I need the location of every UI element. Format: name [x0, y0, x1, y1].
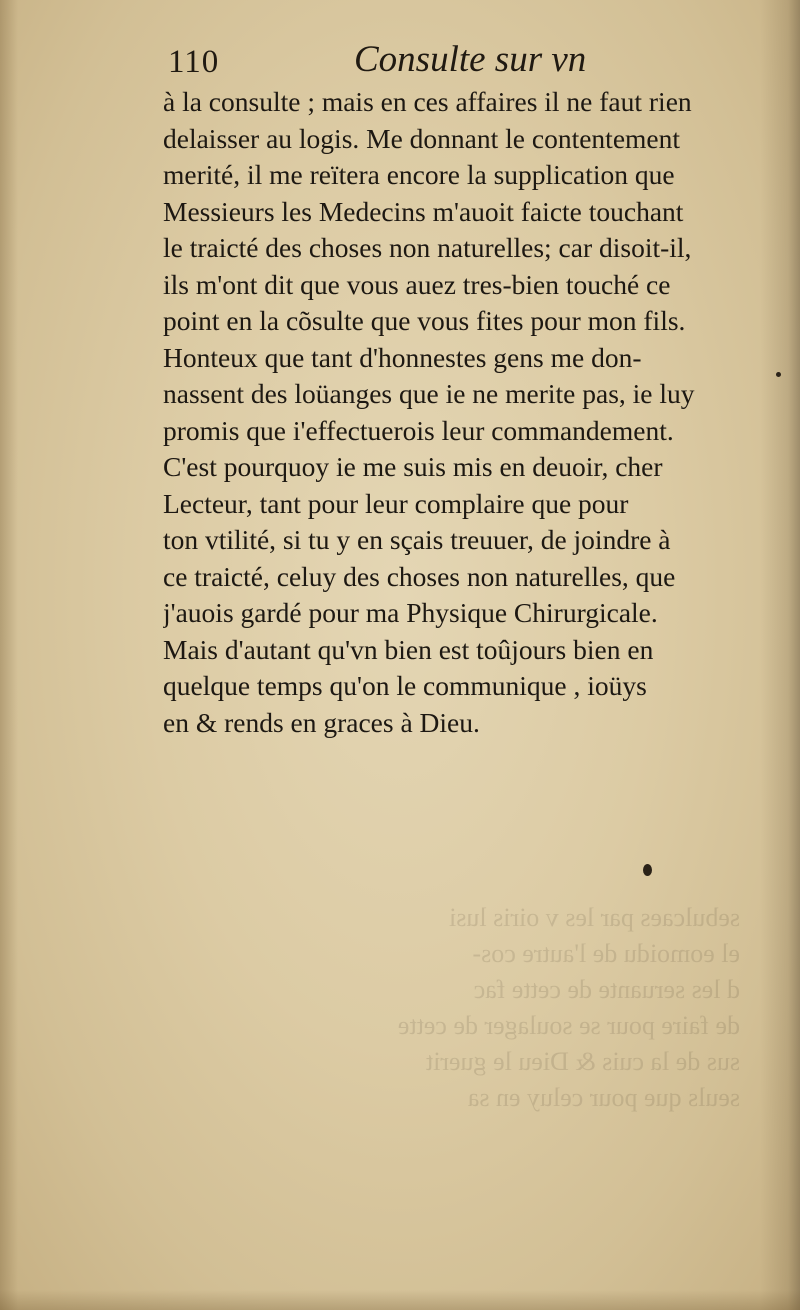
- text-line: delaisser au logis. Me donnant le contentement: [163, 122, 681, 154]
- running-title: Consulte sur vn: [354, 39, 587, 80]
- page-number: 110: [168, 44, 220, 80]
- ink-spot: [776, 372, 781, 377]
- text-line: le traicté des choses non naturelles; car disoit-il,: [163, 232, 692, 263]
- text-line: ils m'ont dit que vous auez tres-bien touché ce: [163, 268, 671, 300]
- running-header: [168, 38, 588, 88]
- show-through-line: de faire pour se soulager de cette: [397, 1011, 740, 1040]
- text-line: Honteux que tant d'honnestes gens me don-: [163, 341, 642, 373]
- body-text: [163, 84, 733, 741]
- text-line: merité, il me reïtera encore la supplication que: [163, 159, 675, 190]
- text-line: ce traicté, celuy des choses non naturelles, que: [163, 560, 676, 592]
- text-line: quelque temps qu'on le communique , ioüys: [163, 670, 647, 701]
- text-line: en & rends en graces à Dieu.: [163, 706, 480, 738]
- text-line: j'auois gardé pour ma Physique Chirurgicale.: [163, 597, 658, 628]
- text-line: C'est pourquoy ie me suis mis en deuoir, cher: [163, 451, 663, 482]
- show-through-line: sebulcaes par les v oiris lusi: [449, 903, 740, 932]
- show-through-line: seuls que pour celuy en sa: [467, 1083, 740, 1112]
- text-line: ton vtilité, si tu y en sçais treuuer, de joindre à: [163, 524, 671, 555]
- show-through-line: d les seruante de cette fac: [473, 975, 740, 1004]
- text-line: promis que i'effectuerois leur commandement.: [163, 414, 674, 446]
- text-line: Lecteur, tant pour leur complaire que pour: [163, 487, 629, 519]
- text-line: nassent des loüanges que ie ne merite pas, ie luy: [163, 378, 695, 409]
- page-left-edge-shadow: [0, 0, 18, 1310]
- page-bottom-edge-shadow: [0, 1290, 800, 1310]
- text-line: point en la cõsulte que vous fites pour mon fils.: [163, 305, 686, 336]
- text-line: Messieurs les Medecins m'auoit faicte touchant: [163, 195, 684, 227]
- text-line: Mais d'autant qu'vn bien est toûjours bien en: [163, 633, 654, 665]
- show-through-line: sus de la cuis & Dieu le guerit: [425, 1047, 740, 1076]
- text-line: à la consulte ; mais en ces affaires il ne faut rien: [163, 86, 692, 117]
- ink-spot: [643, 864, 652, 876]
- show-through-line: el eomoidu de l'autre cos-: [472, 939, 740, 968]
- page-gutter-shadow: [760, 0, 800, 1310]
- show-through-text: [140, 900, 740, 1240]
